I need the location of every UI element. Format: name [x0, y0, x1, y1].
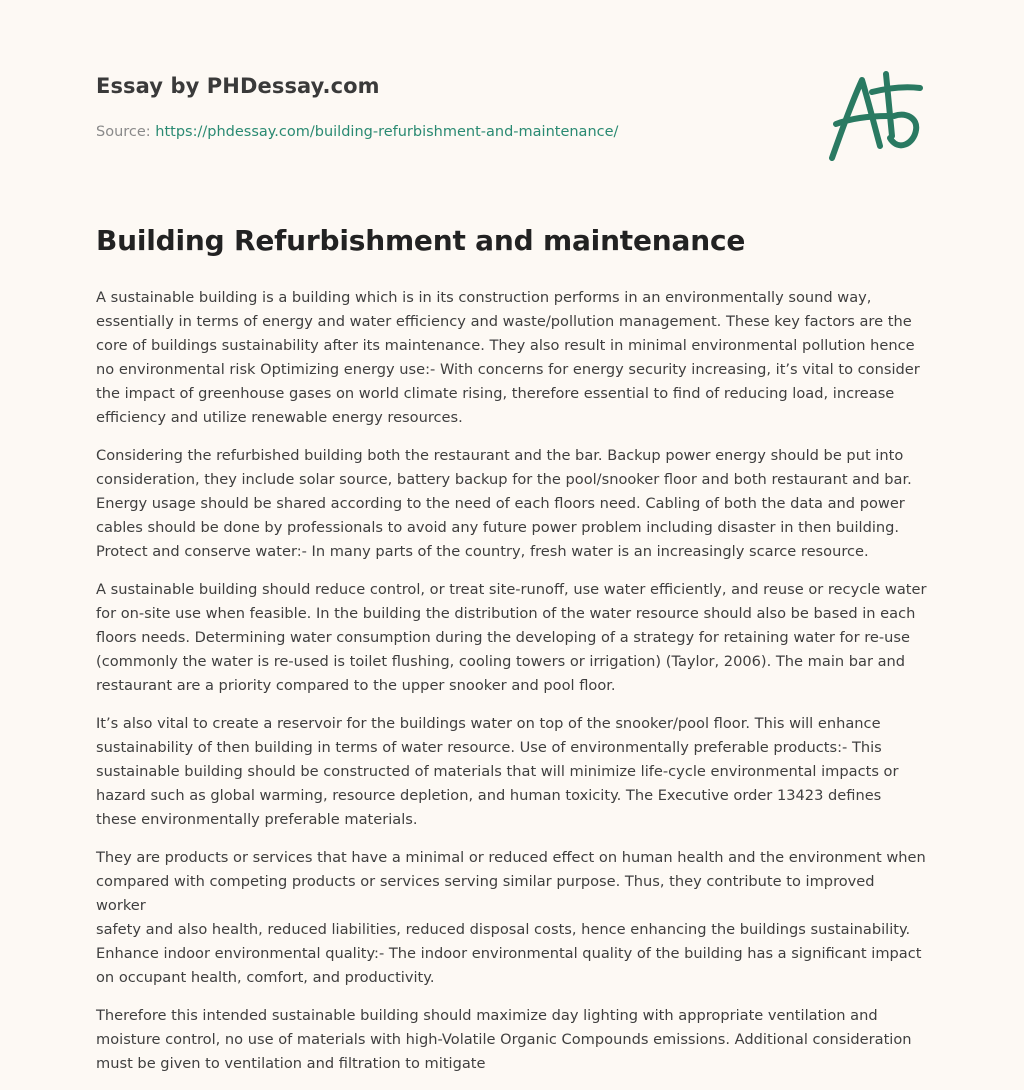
- source-link[interactable]: https://phdessay.com/building-refurbishment-and-maintenance/: [155, 124, 619, 140]
- essay-paragraph: They are products or services that have a minimal or reduced effect on human health and the environment when compared with competing products or services serving similar purpose. Thus, they contribute to improved worker safety and also health, reduced liabilities, reduced disposal costs, hence enhancing the buildings sustainability. Enhance indoor environmental quality:- The indoor environmental quality of the building has a significant impact on occupant health, comfort, and productivity.: [96, 849, 926, 986]
- essay-paragraph: Considering the refurbished building both the restaurant and the bar. Backup power energy should be put into consideration, they include solar source, battery backup for the pool/snooker floor and both restaurant and bar. Energy usage should be shared according to the need of each floors need. Cabling of both the data and power cables should be done by professionals to avoid any future power problem including disaster in then building. Protect and conserve water:- In many parts of the country, fresh water is an increasingly scarce resource.: [96, 447, 912, 560]
- essay-paragraph: A sustainable building should reduce control, or treat site-runoff, use water efficiently, and reuse or recycle water for on-site use when feasible. In the building the distribution of the water resource should also be based in each floors needs. Determining water consumption during the developing of a strategy for retaining water for re-use (commonly the water is re-used is toilet flushing, cooling towers or irrigation) (Taylor, 2006). The main bar and restaurant are a priority compared to the upper snooker and pool floor.: [96, 581, 927, 694]
- a-plus-logo-icon: [822, 66, 926, 166]
- essay-paragraph: Therefore this intended sustainable building should maximize day lighting with appropriate ventilation and moisture control, no use of materials with high-Volatile Organic Compounds emissions. Additional consideration must be given to ventilation and filtration to mitigate: [96, 1007, 912, 1072]
- source-label: Source:: [96, 124, 156, 140]
- essay-paragraph: It’s also vital to create a reservoir for the buildings water on top of the snooker/pool floor. This will enhance sustainability of then building in terms of water resource. Use of environmentally preferable products:- This sustainable building should be constructed of materials that will minimize life-cycle environmental impacts or hazard such as global warming, resource depletion, and human toxicity. The Executive order 13423 defines these environmentally preferable materials.: [96, 715, 899, 828]
- source-line: [96, 124, 618, 140]
- essay-body: [96, 286, 928, 1090]
- site-title: Essay by PHDessay.com: [96, 74, 380, 98]
- essay-title: Building Refurbishment and maintenance: [96, 224, 746, 257]
- essay-paragraph: A sustainable building is a building which is in its construction performs in an environmentally sound way, essentially in terms of energy and water efficiency and waste/pollution management. These key factors are the core of buildings sustainability after its maintenance. They also result in minimal environmental pollution hence no environmental risk Optimizing energy use:- With concerns for energy security increasing, it’s vital to consider the impact of greenhouse gases on world climate rising, therefore essential to find of reducing load, increase efficiency and utilize renewable energy resources.: [96, 289, 920, 426]
